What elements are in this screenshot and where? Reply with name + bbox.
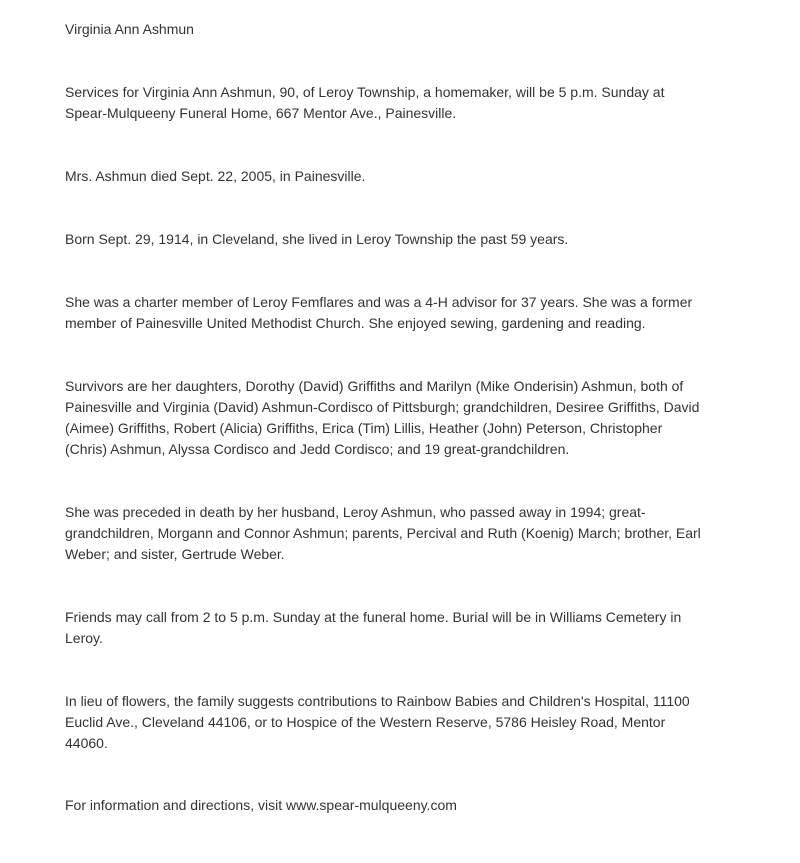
birth-paragraph: Born Sept. 29, 1914, in Cleveland, she lived in Leroy Township the past 59 years.: [65, 231, 569, 247]
obituary-title: Virginia Ann Ashmun: [65, 21, 194, 37]
information-paragraph: For information and directions, visit www.spear-mulqueeny.com: [65, 797, 457, 813]
services-paragraph: Services for Virginia Ann Ashmun, 90, of Leroy Township, a homemaker, will be 5 p.m. Sunday at Spear-Mulqueeny Funeral Home, 667 Mentor Ave., Painesville.: [65, 84, 665, 121]
memberships-paragraph: She was a charter member of Leroy Femflares and was a 4-H advisor for 37 years. She was a former member of Painesville United Methodist Church. She enjoyed sewing, gardening and reading.: [65, 294, 693, 331]
survivors-paragraph: Survivors are her daughters, Dorothy (David) Griffiths and Marilyn (Mike Onderisin) Ashmun, both of Painesville and Virginia (David) Ashmun-Cordisco of Pittsburgh; grandchildren, Desiree Griffiths, David (Aimee) Griffiths, Robert (Alicia) Griffiths, Erica (Tim) Lillis, Heather (John) Peterson, Christopher (Chris) Ashmun, Alyssa Cordisco and Jedd Cordisco; and 19 great-grandchildren.: [65, 378, 700, 457]
visitation-paragraph: Friends may call from 2 to 5 p.m. Sunday at the funeral home. Burial will be in Williams Cemetery in Leroy.: [65, 609, 682, 646]
preceded-paragraph: She was preceded in death by her husband, Leroy Ashmun, who passed away in 1994; great-grandchildren, Morgann and Connor Ashmun; parents, Percival and Ruth (Koenig) March; brother, Earl Weber; and sister, Gertrude Weber.: [65, 504, 701, 562]
contributions-paragraph: In lieu of flowers, the family suggests contributions to Rainbow Babies and Children's Hospital, 11100 Euclid Ave., Cleveland 44106, or to Hospice of the Western Reserve, 5786 Heisley Road, Mentor 44060.: [65, 693, 690, 751]
obituary-article: [65, 19, 705, 816]
death-paragraph: Mrs. Ashmun died Sept. 22, 2005, in Painesville.: [65, 168, 366, 184]
